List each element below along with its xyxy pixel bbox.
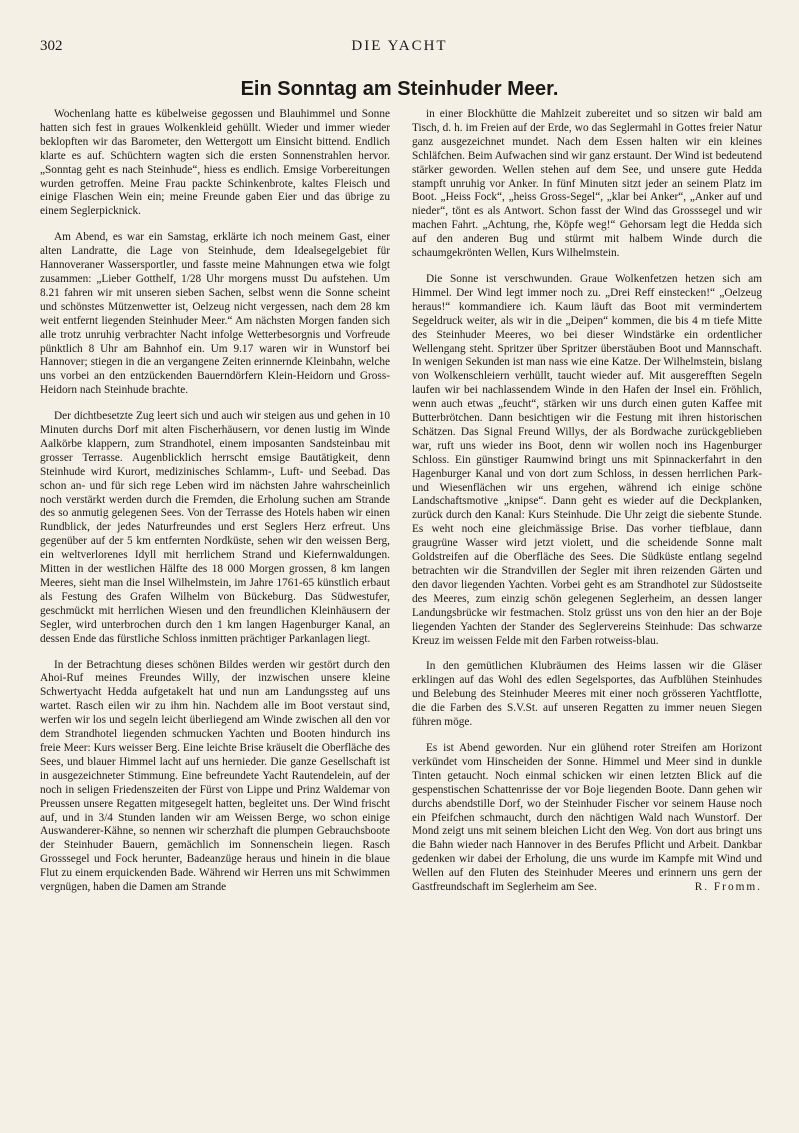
author-signature: R. Fromm.: [694, 881, 762, 894]
article-title: Ein Sonntag am Steinhuder Meer.: [240, 78, 559, 100]
right-column: [412, 108, 762, 895]
left-column: [40, 108, 390, 895]
paragraph-last: [412, 742, 762, 895]
paragraph: Der dichtbesetzte Zug leert sich und auch wir steigen aus und gehen in 10 Minuten durchs Dorf mit alten Fischerhäusern, vor denen lustig im Winde Aalkörbe klappern, zum Strandhotel, einem imposanten Sandsteinbau mit grosser Terrasse. Augenblicklich herrscht emsige Bautätigkeit, denn Steinhude wird Kurort, medizinisches Schlamm-, Luft- und Seebad. Das schon an- und für sich rege Leben wird im nächsten Jahre wahrscheinlich noch verstärkt werden durch die Fremden, die Erholung suchen am Strande des so anmutig gelegenen Sees. Von der Terrasse des Hotels haben wir einen Rundblick, der jedes Naturfreundes und erst Seglers Herz erfreut. Uns gegenüber auf der 5 km entfernten Nordküste, sehen wir den weissen Berg, ein weltverlorenes Idyll mit herrlichem Strand und Kiefernwaldungen. Mitten in der westlichen Hälfte des 18 000 Morgen grossen, 8 km langen Meeres, sieht man die Insel Wilhelmstein, im Jahre 1761-65 künstlich erbaut als Festung des Grafen Wilhelm von Bückeburg. Das Südwestufer, geschmückt mit herrlichen Wiesen und den freundlichen Kleinhäusern der Segler, wird unterbrochen durch den 1 km langen Hagenburger Kanal, an dessen Ende das fürstliche Schloss inmitten prächtiger Parkanlagen liegt.: [40, 410, 390, 645]
paragraph: In den gemütlichen Klubräumen des Heims lassen wir die Gläser erklingen auf das Wohl des edlen Segelsportes, das Aufblühen Steinhudes und Belebung des Steinhuder Meeres mit einer noch grösseren Yachtflotte, die die Farben des S.V.St. auf unseren Regatten zu immer neuen Siegen führen möge.: [412, 660, 762, 729]
paragraph: Wochenlang hatte es kübelweise gegossen und Blauhimmel und Sonne hatten sich fest in graues Wolkenkleid gehüllt. Wieder und immer wieder beklopften wir das Barometer, den Wettergott um Einsicht bittend. Endlich klarte es auf. Schüchtern wagten sich die ersten Sonnenstrahlen hervor. „Sonntag geht es nach Steinhude“, hiess es endlich. Emsige Vorbereitungen wurden getroffen. Meine Frau packte Schinkenbrote, kaltes Fleisch und einige Flaschen Wein ein; meine Freunde gaben Eier und das übrige zu einem Seglerpicknick.: [40, 108, 390, 218]
paragraph: Die Sonne ist verschwunden. Graue Wolkenfetzen hetzen sich am Himmel. Der Wind legt immer noch zu. „Drei Reff einstecken!“ „Oelzeug heraus!“ kommandiere ich. Kaum läuft das Boot mit vermindertem Segeldruck weiter, als wir in die „Deipen“ kommen, die bis 4 m tiefe Mitte des Steinhuder Meeres, wo bei dieser Windstärke ein ordentlicher Wellengang steht. Spritzer über Spritzer überstäuben Boot und Mannschaft. In wenigen Sekunden ist man nass wie eine Katze. Der Wilhelmstein, bislang von Wolkenschleiern verhüllt, taucht wieder auf. Mit ausgerefften Segeln laufen wir bei nachlassendem Winde in den Hafen der Insel ein. Fröhlich, wenn auch etwas „feucht“, stärken wir uns durch einen guten Kaffee mit Butterbrötchen. Dann besichtigen wir die Festung mit ihren historischen Schätzen. Das Signal Freund Willys, der als Bordwache zurückgeblieben war, ruft uns wieder ins Boot, denn wir wollen noch ins Hagenburger Schloss. Ein günstiger Raumwind bringt uns mit Spinnackerfahrt in den Hagenburger Kanal und von dort zum Schloss, in dessen herrlichen Park- und Wiesenflächen wir uns ergehen, während ich einige schöne Landschaftsmotive „knipse“. Dann geht es wieder auf die Deckplanken, zurück durch den Kanal: Kurs Steinhude. Die Uhr zeigt die siebente Stunde. Es weht noch eine gleichmässige Brise. Das vorher tiefblaue, dann graugrüne Wasser wird jetzt violett, und die scheidende Sonne malt Goldstreifen auf die Oberfläche des Sees. Die Südküste entlang segelnd betrachten wir die Strandvillen der Segler mit ihren reizenden Gärten und den davor liegenden Yachten. Vorbei geht es am Strandhotel zur Südostseite des Meeres, zum einzig schön gelegenen Seglerheim, an dessen langer Landungsbrücke wir festmachen. Stolz grüsst uns von den hier an der Boje liegenden Yachten der Stander des Seglervereins Steinhude: Das schwarze Kreuz im weissen Felde mit den Farben rotweiss-blau.: [412, 272, 762, 647]
paragraph: in einer Blockhütte die Mahlzeit zubereitet und so sitzen wir bald am Tisch, d. h. im Freien auf der Erde, wo das Seglermahl in Gottes freier Natur ganz ausgezeichnet mundet. Nach dem Essen halten wir ein kleines Schläfchen. Beim Aufwachen sind wir ganz erstaunt. Der Wind ist bedeutend stärker geworden. Wellen stehen auf dem See, und unsere gute Hedda stampft unruhig vor Anker. In fünf Minuten sitzt jeder an seinem Platz im Boot. „Heiss Fock“, „heiss Gross-Segel“, „klar bei Anker“, „Anker auf und nieder“, tönt es als Antwort. Schon fasst der Wind das Grosssegel und wir machen Fahrt. „Achtung, rhe, Köpfe weg!“ Gehorsam legt die Hedda sich auf den anderen Bug und stürmt mit halbem Winde durch die schaumgekrönten Wellen, Kurs Wilhelmstein.: [412, 108, 762, 260]
paragraph: In der Betrachtung dieses schönen Bildes werden wir gestört durch den Ahoi-Ruf meines Freundes Willy, der inzwischen unsere kleine Schwertyacht Hedda aufgetakelt hat und nun am Landungssteg auf uns wartet. Rasch eilen wir zu ihm hin. Nachdem alle im Boot verstaut sind, werfen wir los und segeln leicht überliegend am Winde zwischen all den vor dem Strandhotel liegenden schmucken Yachten und Booten hindurch ins freie Meer: Kurs weisser Berg. Eine leichte Brise kräuselt die Oberfläche des Sees, und blauer Himmel lacht auf uns hernieder. Die ganze Gesellschaft ist in ausgezeichneter Stimmung. Eine befreundete Yacht Rautendelein, auf der noch in seligen Friedenszeiten der Fürst von Lippe und Prinz Waldemar von Preussen unsere Regatten mitgesegelt hatten, begleitet uns. Der Wind frischt auf, und in 3/4 Stunden landen wir am Weissen Berge, wo schon einige Auswanderer-Kähne, so nennen wir scherzhaft die plumpen Gebrauchsboote der Steinhuder Bauern, gemächlich im Sonnenschein liegen. Rasch Grosssegel und Fock herunter, Badeanzüge heraus und hinein in die blaue Flut zu einem erquickenden Bade. Während wir Herren uns mit Schwimmen vergnügen, haben die Damen am Strande: [40, 658, 390, 894]
paragraph: Am Abend, es war ein Samstag, erklärte ich noch meinem Gast, einer alten Landratte, die Lage von Steinhude, dem Idealsegelgebiet für Hannoveraner Wassersportler, und fasste meine Mahnungen etwa wie folgt zusammen: „Lieber Gotthelf, 1/28 Uhr morgens musst Du aufstehen. Um 8.21 fahren wir mit unseren sieben Sachen, selbst wenn die Sonne scheint und schönstes Mützenwetter ist, Oelzeug nicht vergessen, nach dem 28 km weit entfernt liegenden Steinhuder Meer.“ Am nächsten Morgen fanden sich alle trotz unruhig verbrachter Nacht infolge Wetterbesorgnis und Vorfreude pünktlich 8 Uhr am Bahnhof ein. Um 9.17 waren wir in Wunstorf bei Hannover; stiegen in die an vergangene Zeiten erinnernde Kleinbahn, welche uns vorbei an den entzückenden Bauerndörfern Klein-Heidorn und Gross-Heidorn nach Steinhude brachte.: [40, 231, 390, 397]
page-header: [0, 0, 799, 60]
journal-title: DIE YACHT: [351, 38, 448, 54]
paragraph-text: Es ist Abend geworden. Nur ein glühend roter Streifen am Horizont verkündet vom Hinscheiden der Sonne. Himmel und Meer sind in dunkle Tinten getaucht. Noch einmal schicken wir einen letzten Blick auf die gespenstischen Schattenrisse der vor Boje liegenden Boote. Dann gehen wir durchs abendstille Dorf, wo der Steinhuder Fischer vor seinem Hause noch ein Pfeifchen schmaucht, durch den nächtigen Wald nach Wunstorf. Der Mond zeigt uns mit seinem bleichen Licht den Weg. Von dort aus bringt uns die Bahn wieder nach Hannover in des Berufes Pflicht und Arbeit. Dankbar gedenken wir dabei der Erholung, die uns wurde im Kampfe mit Wind und Wellen auf den Fluten des Steinhuder Meeres und erinnern uns gern der Gastfreundschaft im Seglerheim am See.: [412, 741, 762, 894]
page-number: 302: [40, 38, 63, 54]
